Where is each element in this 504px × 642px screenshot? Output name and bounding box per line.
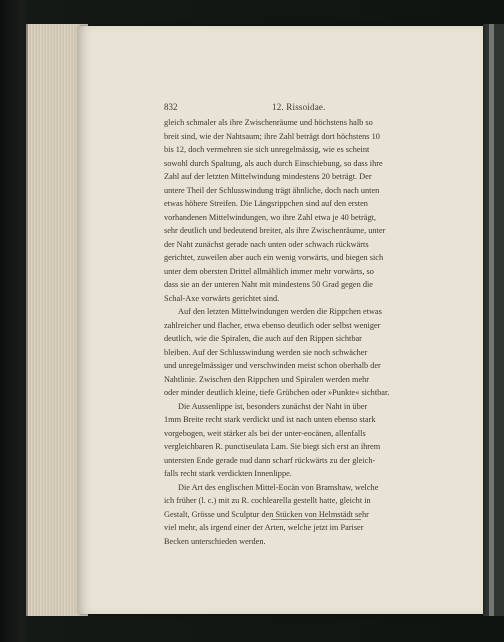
page-text-block (164, 102, 430, 548)
running-head: 12. Rissoidae. (272, 102, 326, 112)
page-number: 832 (164, 102, 178, 112)
text-line: unter dem obersten Drittel allmählich immer mehr vorwärts, so (164, 266, 374, 276)
text-line: vorhandenen Mittelwindungen, wo ihre Zahl etwa je 40 beträgt, (164, 212, 376, 222)
text-line: zahlreicher und flacher, etwa ebenso deutlich oder selbst weniger (164, 320, 381, 330)
text-line: dass sie an der unteren Naht mit mindestens 50 Grad gegen die (164, 280, 373, 289)
text-line: Gestalt, Grösse und Sculptur den Stücken von Helmstädt sehr (164, 509, 369, 519)
text-line: viel mehr, als irgend einer der Arten, welche jetzt im Pariser (164, 523, 364, 532)
text-line: untere Theil der Schlusswindung trägt ähnliche, doch nach unten (164, 185, 380, 195)
text-line: Nahtlinie. Zwischen den Rippchen und Spiralen werden mehr (164, 374, 370, 384)
text-line: vergleichbaren R. punctiseulata Lam. Sie biegt sich erst an ihrem (164, 442, 381, 451)
text-line: Becken unterschieden werden. (164, 536, 266, 546)
text-line: der Naht zunächst gerade nach unten oder schwach rückwärts (164, 239, 369, 249)
text-line: Schal-Axe vorwärts gerichtet sind. (164, 293, 280, 303)
paragraph (164, 400, 430, 481)
text-line: Auf den letzten Mittelwindungen werden die Rippchen etwas (178, 307, 382, 316)
text-line: falls recht stark verdickten Innenlippe. (164, 469, 292, 478)
text-line: deutlich, wie die Spiralen, die auch auf den Rippen sichtbar (164, 334, 362, 343)
text-line: 1mm Breite recht stark verdickt und ist nach unten ebenso stark (164, 415, 376, 424)
text-line: sehr deutlich und bedeutend breiter, als ihre Zwischenräume, unter (164, 226, 386, 235)
text-line: Die Art des englischen Mittel-Eocän von Bramshaw, welche (178, 482, 379, 492)
text-line: oder minder deutlich kleine, tiefe Grübchen oder »Punkte« sichtbar. (164, 388, 390, 397)
text-line: bleiben. Auf der Schlusswindung werden sie noch schwächer (164, 347, 368, 357)
text-line: Zahl auf der letzten Mittelwindung mindestens 20 beträgt. Der (164, 172, 372, 181)
text-line: etwas höhere Streifen. Die Längsrippchen sind auf den ersten (164, 199, 368, 208)
text-line: sowohl durch Spaltung, als auch durch Einschiebung, so dass ihre (164, 158, 383, 168)
text-line: untersten Ende gerade nud dann scharf rückwärts zu der gleich- (164, 455, 376, 465)
text-line: vorgebogen, weit stärker als bei der unter-eocänen, allenfalls (164, 428, 366, 438)
text-line: ich früher (l. c.) mit zu R. cochlearella gestellt hatte, gleicht in (164, 496, 371, 505)
end-rule (271, 519, 361, 520)
text-line: und unregelmässiger und verschwinden meist schon oberhalb der (164, 361, 381, 370)
body-text (164, 116, 430, 548)
text-line: bis 12, doch vermehren sie sich unregelmässig, wie es scheint (164, 145, 370, 154)
paragraph (164, 116, 430, 305)
page-header (164, 102, 430, 116)
text-line: gerichtet, zuweilen aber auch ein wenig vorwärts, und biegen sich (164, 253, 384, 262)
paragraph (164, 481, 430, 549)
text-line: breit sind, wie der Nahtsaum; ihre Zahl beträgt dort höchstens 10 (164, 131, 380, 141)
paragraph (164, 305, 430, 400)
text-line: gleich schmaler als ihre Zwischenräume und höchstens halb so (164, 118, 373, 127)
right-edge-bar (489, 24, 494, 616)
text-line: Die Aussenlippe ist, besonders zunächst der Naht in über (178, 401, 368, 411)
book-right-edge (483, 24, 504, 616)
